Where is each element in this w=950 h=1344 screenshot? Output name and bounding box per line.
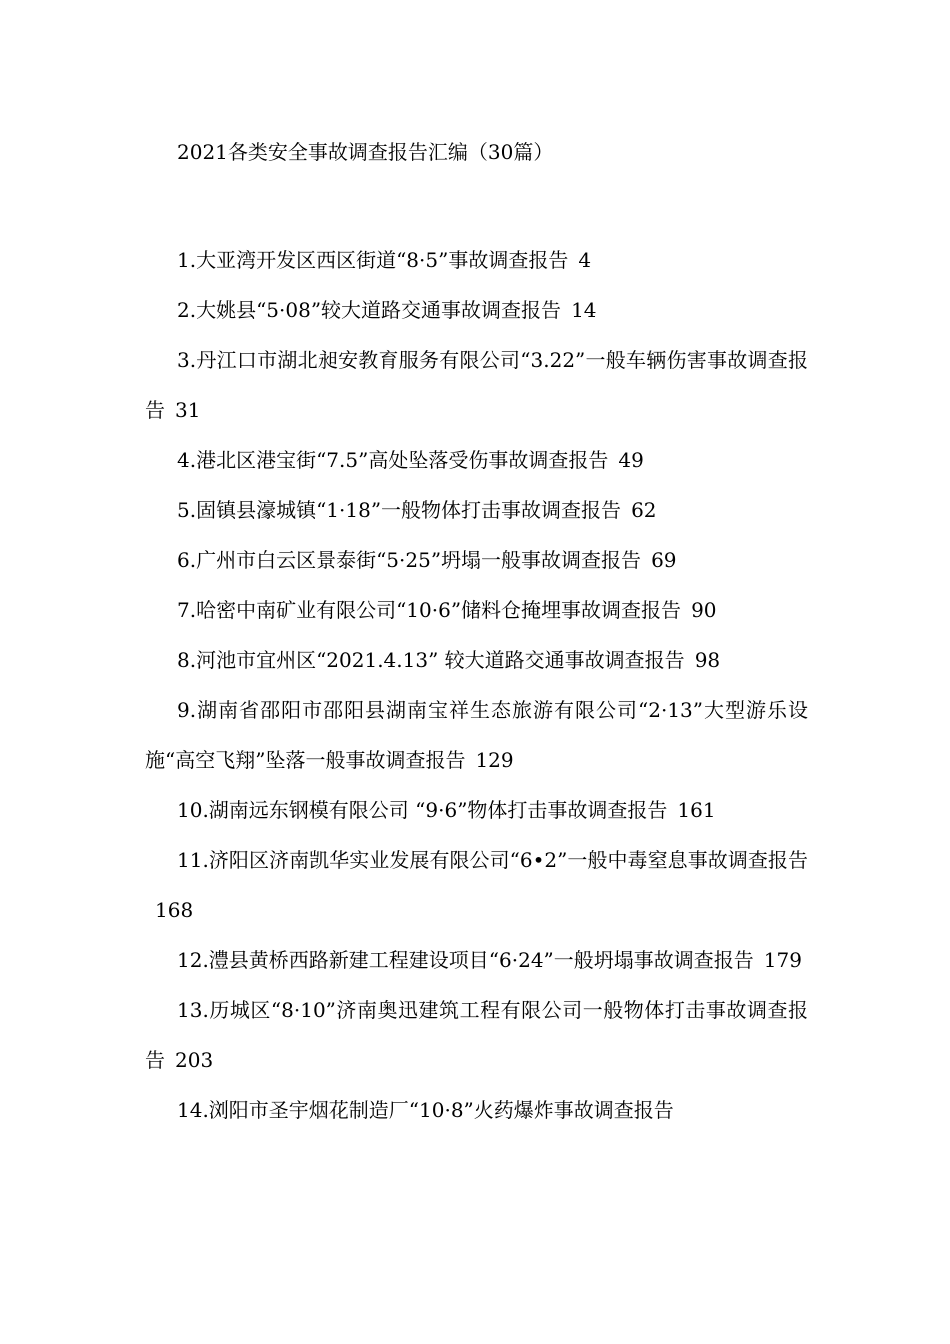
toc-entry[interactable] [145,985,808,1085]
toc-entry[interactable] [145,335,808,435]
toc-entry-page: 69 [651,548,677,572]
toc-entry-page: 203 [175,1048,214,1072]
toc-entry-page: 129 [475,748,514,772]
toc-entry-title: 11.济阳区济南凯华实业发展有限公司“6•2”一般中毒窒息事故调查报告 [177,848,808,872]
toc-entry-title: 7.哈密中南矿业有限公司“10·6”储料仓掩埋事故调查报告 [177,598,682,622]
toc-entry-title: 14.浏阳市圣宇烟花制造厂“10·8”火药爆炸事故调查报告 [177,1098,674,1122]
toc-entry-page: 179 [763,948,802,972]
toc-entry-title: 5.固镇县濠城镇“1·18”一般物体打击事故调查报告 [177,498,622,522]
toc-entry[interactable] [145,835,808,935]
toc-entry[interactable] [145,935,808,985]
toc-entry-page: 14 [571,298,597,322]
toc-entry-title: 1.大亚湾开发区西区街道“8·5”事故调查报告 [177,248,569,272]
toc-entry-page: 31 [175,398,201,422]
toc-entry-title: 6.广州市白云区景泰街“5·25”坍塌一般事故调查报告 [177,548,642,572]
toc-entry-page: 90 [691,598,717,622]
toc-entry[interactable] [145,685,808,785]
toc-entry[interactable] [145,635,808,685]
toc-entry[interactable] [145,485,808,535]
toc-entry[interactable] [145,285,808,335]
toc-entry-title: 8.河池市宜州区“2021.4.13” 较大道路交通事故调查报告 [177,648,685,672]
toc-entry-title: 3.丹江口市湖北昶安教育服务有限公司“3.22”一般车辆伤害事故调查报告 [145,348,808,422]
document-title: 2021各类安全事故调查报告汇编（30篇） [177,140,554,164]
table-of-contents [145,235,808,1135]
toc-entry[interactable] [145,535,808,585]
toc-entry-page: 161 [677,798,716,822]
toc-entry-title: 12.澧县黄桥西路新建工程建设项目“6·24”一般坍塌事故调查报告 [177,948,754,972]
toc-entry-title: 4.港北区港宝街“7.5”高处坠落受伤事故调查报告 [177,448,609,472]
toc-entry-page: 62 [631,498,657,522]
toc-entry-page: 4 [578,248,592,272]
toc-entry-title: 13.历城区“8·10”济南奥迅建筑工程有限公司一般物体打击事故调查报告 [145,998,808,1072]
toc-entry[interactable] [145,435,808,485]
toc-entry-page: 49 [618,448,644,472]
toc-entry-title: 2.大姚县“5·08”较大道路交通事故调查报告 [177,298,562,322]
toc-entry-title: 9.湖南省邵阳市邵阳县湖南宝祥生态旅游有限公司“2·13”大型游乐设施“高空飞翔”坠落一般事故调查报告 [145,698,808,772]
toc-entry[interactable] [145,1085,808,1135]
toc-entry-page: 98 [694,648,721,672]
toc-entry[interactable] [145,785,808,835]
toc-entry[interactable] [145,235,808,285]
toc-entry-title: 10.湖南远东钢模有限公司 “9·6”物体打击事故调查报告 [177,798,668,822]
toc-entry[interactable] [145,585,808,635]
toc-entry-page: 168 [155,898,194,922]
